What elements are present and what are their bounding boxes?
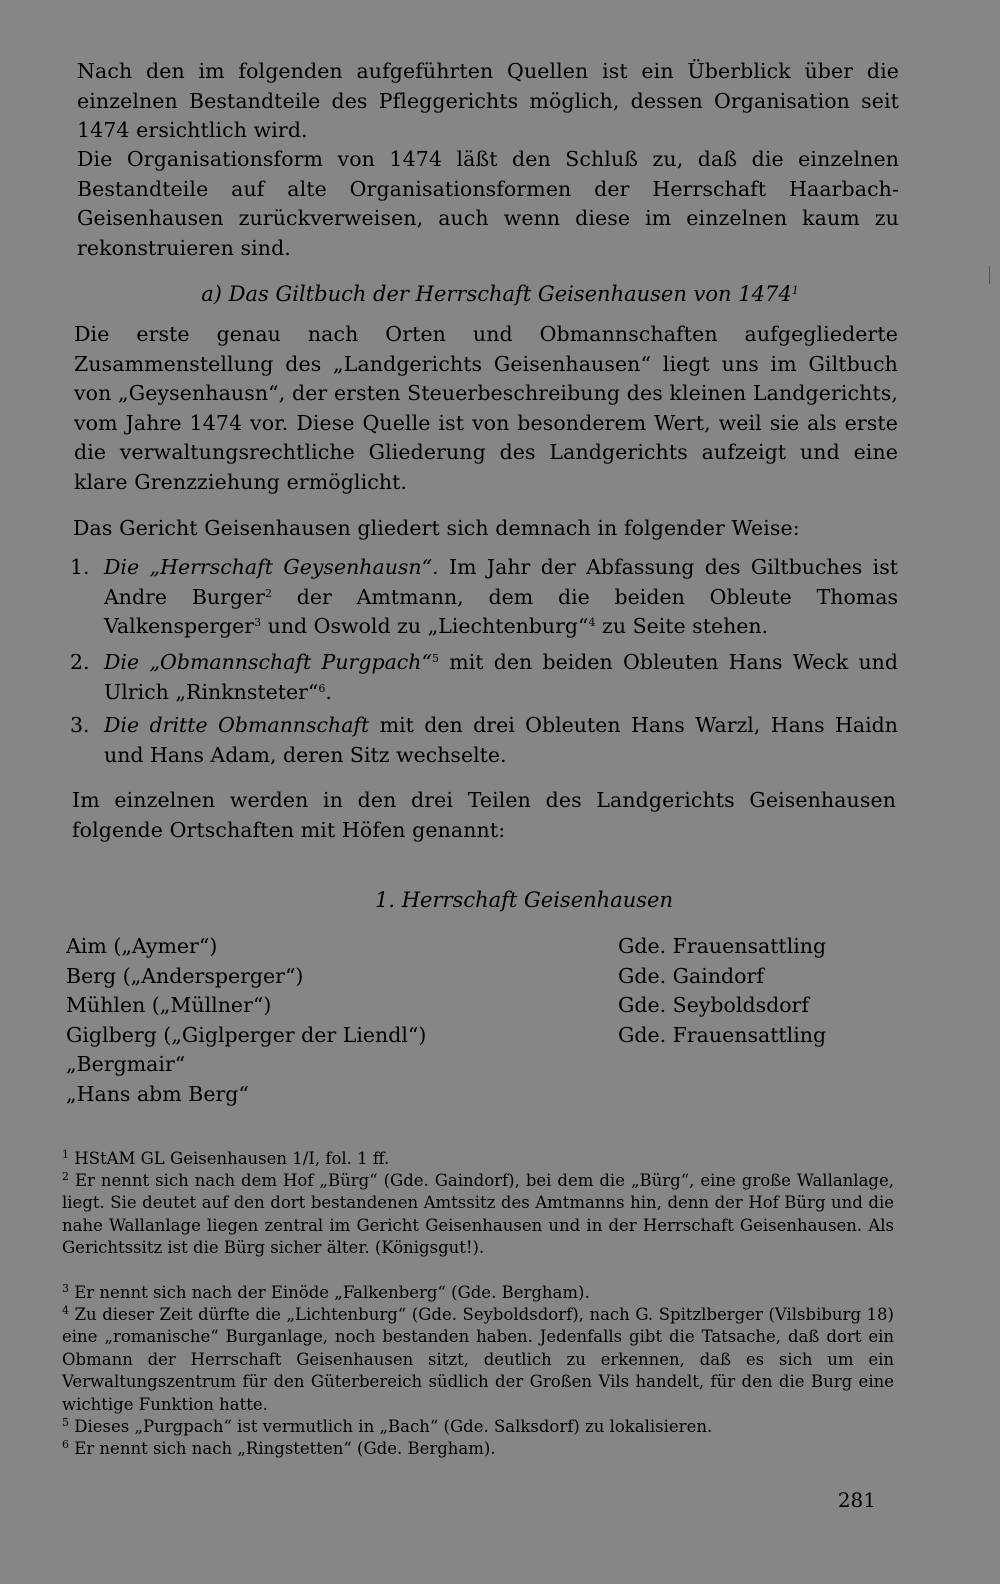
place-gemeinde: Gde. Frauensattling	[618, 1022, 827, 1047]
footnote-text: Dieses „Purgpach“ ist vermutlich in „Bach“ (Gde. Salksdorf) zu lokalisieren.	[74, 1417, 713, 1436]
footnote-text: Er nennt sich nach dem Hof „Bürg“ (Gde. Gaindorf), bei dem die „Bürg“, eine große Wallanlage, liegt. Sie deutet auf den dort bestandenen Amtssitz des Amtmanns hin, denn der Hof Bürg und die nahe Wallanlage liegen zentral im Gericht Geisenhausen und in der Herrschaft Geisenhausen. Als Gerichtssitz ist die Bürg sicher älter. (Königsgut!).	[62, 1171, 894, 1258]
place-name: „Hans abm Berg“	[66, 1081, 249, 1106]
place-names	[66, 932, 426, 1109]
list-item-title: Die „Obmannschaft Purgpach“	[104, 650, 432, 674]
footnote-text: Er nennt sich nach „Ringstetten“ (Gde. Bergham).	[74, 1439, 496, 1458]
footnote-ref: 4	[588, 616, 596, 629]
list-item-text: mit den beiden Obleuten Hans Weck und Ulrich „Rinknsteter“	[104, 650, 898, 704]
list-number: 3.	[70, 713, 90, 737]
place-gemeinde: Gde. Gaindorf	[618, 963, 764, 988]
footnote-2	[62, 1170, 894, 1260]
place-name: Berg („Andersperger“)	[66, 963, 304, 988]
footnote-ref: 2	[264, 586, 272, 600]
list-item-text: .	[325, 679, 332, 704]
list-item-purgpach	[70, 648, 898, 707]
place-name: Giglberg („Giglperger der Liendl“)	[66, 1022, 427, 1047]
section-heading	[0, 282, 1000, 306]
footnote-1	[62, 1148, 894, 1170]
footnote-number: 5	[62, 1416, 69, 1429]
list-item-text: zu Seite stehen.	[602, 614, 769, 638]
footnote-4	[62, 1304, 894, 1416]
section-heading-text: a) Das Giltbuch der Herrschaft Geisenhausen von 1474	[201, 282, 792, 306]
list-item-herrschaft	[70, 553, 898, 642]
list-item-text: mit den drei Obleuten Hans Warzl, Hans Haidn und Hans Adam, deren Sitz wechselte.	[104, 713, 898, 767]
footnote-6	[62, 1438, 894, 1460]
list-number: 1.	[70, 555, 90, 579]
place-gemeinden	[618, 932, 826, 1050]
footnote-number: 6	[62, 1438, 69, 1451]
paragraph-gliederung: Das Gericht Geisenhausen gliedert sich demnach in folgender Weise:	[73, 516, 800, 540]
footnote-text: HStAM GL Geisenhausen 1/I, fol. 1 ff.	[74, 1149, 390, 1168]
footnote-text: Er nennt sich nach der Einöde „Falkenberg“ (Gde. Bergham).	[74, 1283, 590, 1302]
paragraph-organisation: Die Organisationsform von 1474 läßt den Schluß zu, daß die einzelnen Bestandteile auf alte Organisationsformen der Herrschaft Haarbach-Geisenhausen zurückverweisen, auch wenn diese im einzelnen kaum zu rekonstruieren sind.	[77, 147, 899, 260]
footnote-number: 3	[62, 1282, 69, 1295]
paragraph-ortschaften: Im einzelnen werden in den drei Teilen des Landgerichts Geisenhausen folgende Ortschaften mit Höfen genannt:	[72, 788, 896, 842]
list-item-text: und Oswold zu „Liechtenburg“	[267, 614, 589, 638]
list-number: 2.	[70, 650, 90, 674]
subsection-heading: 1. Herrschaft Geisenhausen	[375, 888, 673, 912]
footnote-ref: 5	[431, 652, 439, 665]
list-item-text: Im Jahr der Abfassung des Giltbuches ist Andre Burger	[104, 555, 898, 609]
footnote-3	[62, 1282, 894, 1304]
place-name: „Bergmair“	[66, 1052, 186, 1076]
list-item-title: Die dritte Obmannschaft	[104, 713, 370, 737]
footnote-ref: 1	[791, 284, 799, 297]
paragraph-intro: Nach den im folgenden aufgeführten Quellen ist ein Überblick über die einzelnen Bestandteile des Pfleggerichts möglich, dessen Organisation seit 1474 ersichtlich wird.	[77, 59, 899, 142]
footnote-number: 4	[62, 1304, 69, 1317]
list-item-dritte	[70, 711, 898, 770]
page-number: 281	[837, 1488, 876, 1512]
footnote-5	[62, 1416, 894, 1438]
footnote-text: Zu dieser Zeit dürfte die „Lichtenburg“ (Gde. Seyboldsdorf), nach G. Spitzlberger (Vilsbiburg 18) eine „romanische“ Burganlage, noch bestanden haben. Jedenfalls gibt die Tatsache, daß dort ein Obmann der Herrschaft Geisenhausen sitzt, deutlich zu erkennen, daß es sich um ein Verwaltungszentrum für den Güterbereich südlich der Großen Vils handelt, für den die Burg eine wichtige Funktion hatte.	[62, 1305, 894, 1414]
footnote-ref: 6	[318, 681, 326, 695]
footnote-number: 2	[62, 1170, 69, 1183]
list-item-title: Die „Herrschaft Geysenhausn“.	[104, 555, 439, 579]
place-gemeinde: Gde. Frauensattling	[618, 934, 827, 958]
place-name: Mühlen („Müllner“)	[66, 993, 272, 1017]
footnote-ref: 3	[254, 616, 262, 629]
paragraph-giltbuch: Die erste genau nach Orten und Obmannschaften aufgegliederte Zusammenstellung des „Landgerichts Geisenhausen“ liegt uns im Giltbuch von „Geysenhausn“, der ersten Steuerbeschreibung des kleinen Landgerichts, vom Jahre 1474 vor. Diese Quelle ist von besonderem Wert, weil sie als erste die verwaltungsrechtliche Gliederung des Landgerichts aufzeigt und eine klare Grenzziehung ermöglicht.	[74, 322, 898, 494]
place-name: Aim („Aymer“)	[66, 934, 218, 958]
footnote-number: 1	[62, 1148, 69, 1161]
scan-edge-mark	[989, 266, 990, 284]
place-gemeinde: Gde. Seyboldsdorf	[618, 993, 809, 1017]
list-item-text: der Amtmann, dem die beiden Obleute Thomas Valkensperger	[104, 584, 898, 638]
